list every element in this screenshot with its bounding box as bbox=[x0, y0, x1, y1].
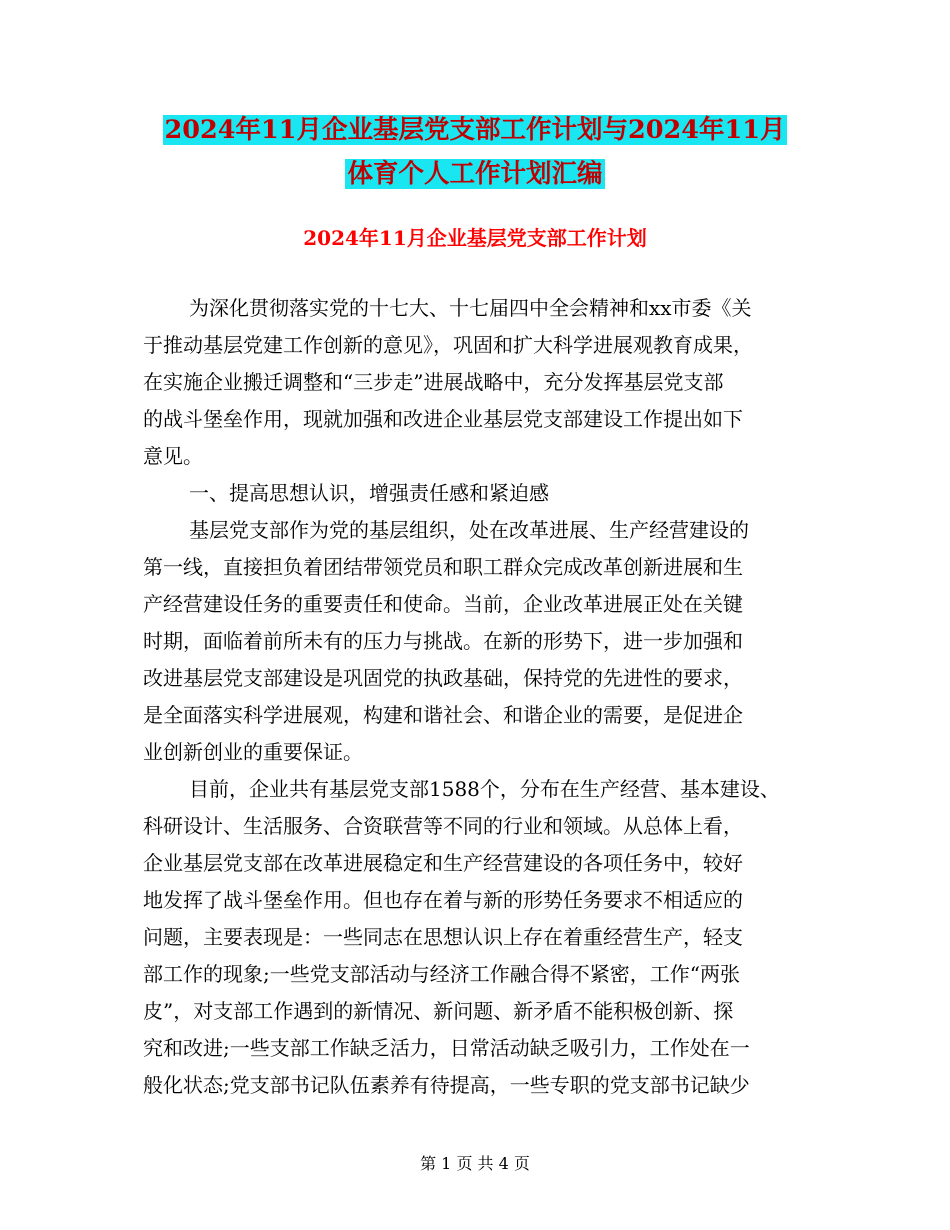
text-line: 改进基层党支部建设是巩固党的执政基础，保持党的先进性的要求， bbox=[143, 666, 743, 690]
text-line: 是全面落实科学进展观，构建和谐社会、和谐企业的需要，是促进企 bbox=[143, 703, 743, 727]
text-line: 皮”，对支部工作遇到的新情况、新问题、新矛盾不能积极创新、探 bbox=[143, 999, 734, 1023]
section-heading-1 bbox=[143, 475, 823, 512]
text-line: 究和改进;一些支部工作缺乏活力，日常活动缺乏吸引力，工作处在一 bbox=[143, 1036, 750, 1060]
text-line: 为深化贯彻落实党的十七大、十七届四中全会精神和xx市委《关 bbox=[189, 296, 752, 320]
paragraph-intro bbox=[143, 290, 823, 475]
text-line: 一、提高思想认识，增强责任感和紧迫感 bbox=[189, 481, 549, 505]
section-title: 2024年11月企业基层党支部工作计划 bbox=[303, 226, 647, 250]
text-line: 科研设计、生活服务、合资联营等不同的行业和领域。从总体上看， bbox=[143, 814, 743, 838]
text-line: 地发挥了战斗堡垒作用。但也存在着与新的形势任务要求不相适应的 bbox=[143, 888, 743, 912]
text-line: 的战斗堡垒作用，现就加强和改进企业基层党支部建设工作提出如下 bbox=[143, 407, 743, 431]
paragraph-role bbox=[143, 512, 823, 771]
document-title-line-2 bbox=[0, 152, 950, 196]
text-line: 般化状态;党支部书记队伍素养有待提高，一些专职的党支部书记缺少 bbox=[143, 1073, 750, 1097]
document-title-line-1 bbox=[0, 108, 950, 152]
text-line: 基层党支部作为党的基层组织，处在改革进展、生产经营建设的 bbox=[189, 518, 749, 542]
text-line: 时期，面临着前所未有的压力与挑战。在新的形势下，进一步加强和 bbox=[143, 629, 743, 653]
title-highlight: 2024年11月企业基层党支部工作计划与2024年11月 bbox=[164, 115, 786, 145]
text-line: 于推动基层党建工作创新的意见》，巩固和扩大科学进展观教育成果， bbox=[143, 333, 753, 357]
text-line: 目前，企业共有基层党支部1588个，分布在生产经营、基本建设、 bbox=[189, 777, 780, 801]
text-line: 业创新创业的重要保证。 bbox=[143, 740, 363, 764]
title-highlight: 体育个人工作计划汇编 bbox=[347, 159, 603, 189]
text-line: 部工作的现象;一些党支部活动与经济工作融合得不紧密，工作“两张 bbox=[143, 962, 740, 986]
text-line: 第一线，直接担负着团结带领党员和职工群众完成改革创新进展和生 bbox=[143, 555, 743, 579]
text-line: 在实施企业搬迁调整和“三步走”进展战略中，充分发挥基层党支部 bbox=[143, 370, 724, 394]
page-footer: 第 1 页 共 4 页 bbox=[420, 1154, 530, 1173]
paragraph-status bbox=[143, 771, 823, 1104]
text-line: 产经营建设任务的重要责任和使命。当前，企业改革进展正处在关键 bbox=[143, 592, 743, 616]
text-line: 企业基层党支部在改革进展稳定和生产经营建设的各项任务中，较好 bbox=[143, 851, 743, 875]
body-text bbox=[143, 290, 823, 1104]
text-line: 问题，主要表现是：一些同志在思想认识上存在着重经营生产，轻支 bbox=[143, 925, 743, 949]
text-line: 意见。 bbox=[143, 444, 203, 468]
